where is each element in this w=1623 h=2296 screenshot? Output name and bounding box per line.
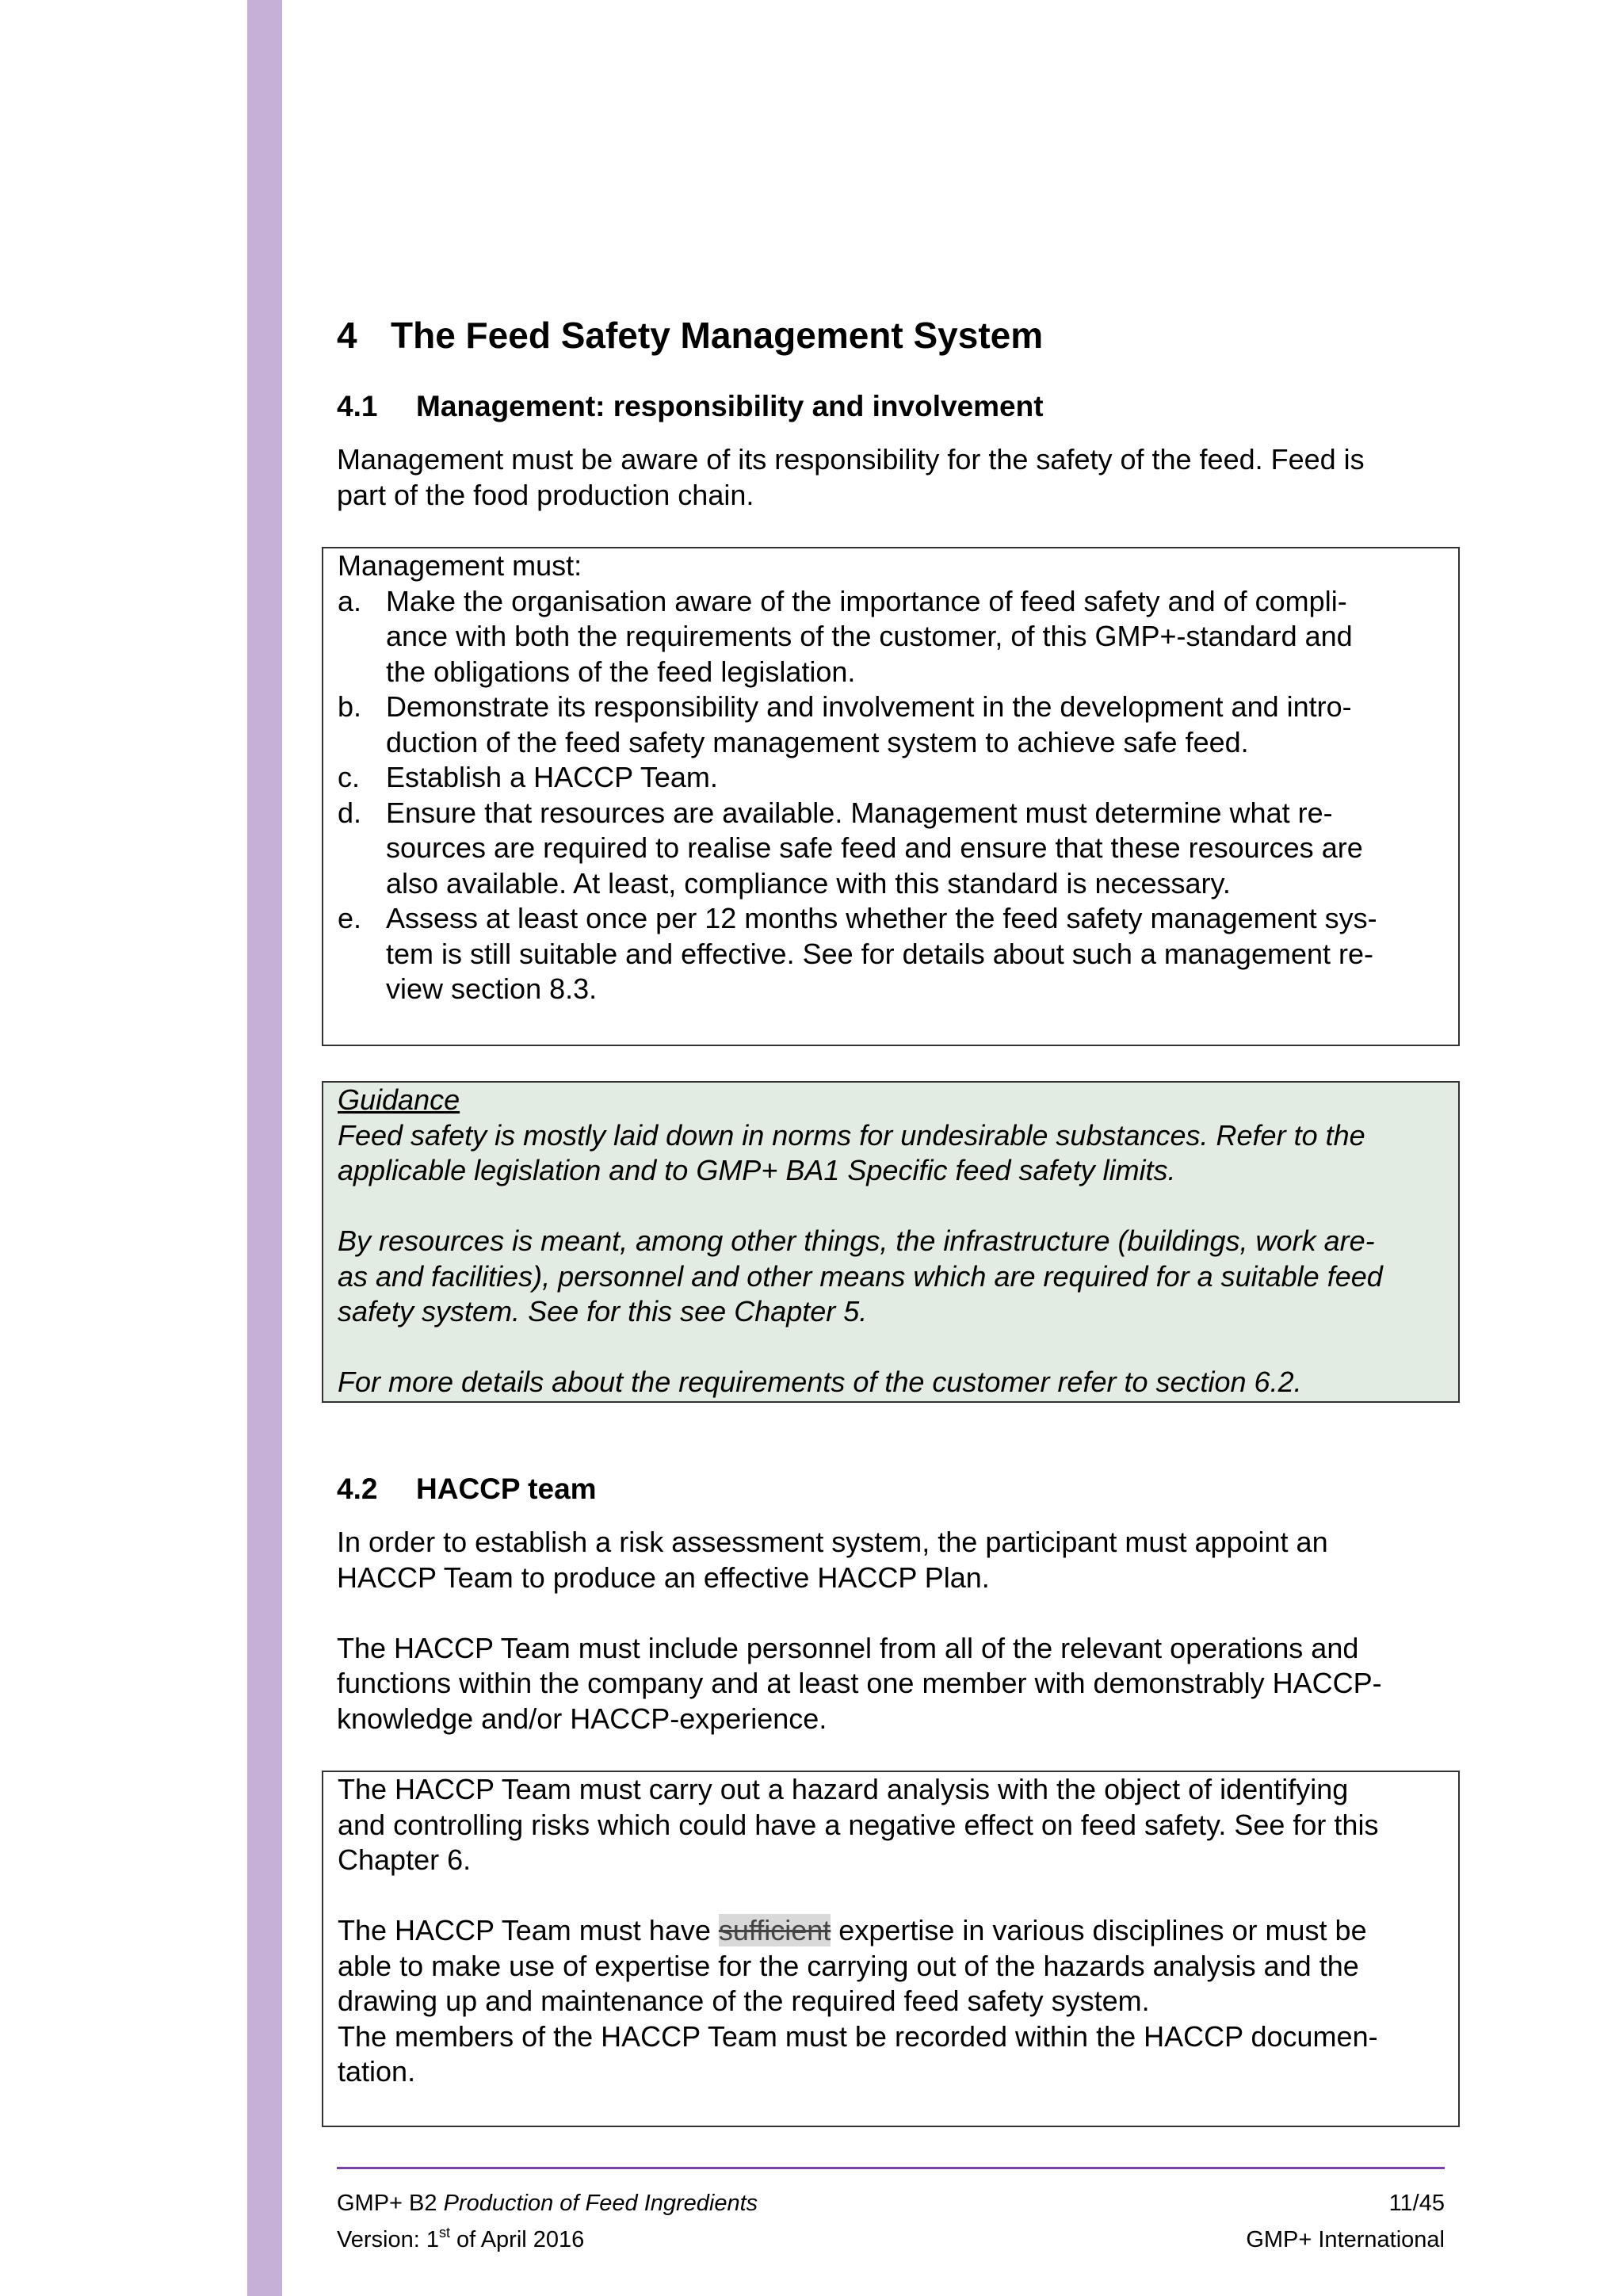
text-line: For more details about the requirements of the customer refer to section 6.2. bbox=[338, 1366, 1302, 1398]
list-marker: d. bbox=[338, 796, 362, 829]
text-line: In order to establish a risk assessment system, the participant must appoint an bbox=[337, 1526, 1328, 1558]
text-line: the obligations of the feed legislation. bbox=[386, 655, 856, 688]
list-marker: a. bbox=[338, 584, 362, 617]
text-line: tation. bbox=[338, 2055, 416, 2088]
text-line: drawing up and maintenance of the required feed safety system. bbox=[338, 1985, 1150, 2017]
organisation: GMP+ International bbox=[1246, 2227, 1445, 2252]
text-line: part of the food production chain. bbox=[337, 478, 754, 511]
text-line: The HACCP Team must carry out a hazard analysis with the object of identifying bbox=[338, 1773, 1349, 1805]
version-sup: st bbox=[438, 2225, 450, 2241]
guidance-box bbox=[322, 1081, 1460, 1403]
text-line: HACCP Team to produce an effective HACCP Plan. bbox=[337, 1561, 990, 1594]
text-segment: The HACCP Team must have bbox=[338, 1914, 719, 1946]
text-line: as and facilities), personnel and other means which are required for a suitable feed bbox=[338, 1259, 1383, 1293]
requirements-list bbox=[338, 584, 1444, 1007]
text-segment: expertise in various disciplines or must be bbox=[831, 1914, 1367, 1946]
struck-text: sufficient bbox=[718, 1914, 831, 1946]
section-title: The Feed Safety Management System bbox=[391, 315, 1044, 356]
section-4-heading bbox=[337, 308, 1043, 363]
text-line: duction of the feed safety management system to achieve safe feed. bbox=[386, 725, 1249, 758]
text-line: Make the organisation aware of the importance of feed safety and of compli- bbox=[386, 584, 1347, 617]
text-line: Management must be aware of its responsibility for the safety of the feed. Feed is bbox=[337, 443, 1365, 476]
section-title: Management: responsibility and involvement bbox=[416, 390, 1044, 422]
text-line: and controlling risks which could have a negative effect on feed safety. See for this bbox=[338, 1808, 1379, 1841]
text-line: sources are required to realise safe feed and ensure that these resources are bbox=[386, 831, 1363, 864]
text-line bbox=[338, 1913, 1444, 1949]
section-number: 4 bbox=[337, 315, 357, 356]
text-line: By resources is meant, among other things, the infrastructure (buildings, work are- bbox=[338, 1224, 1375, 1257]
text-line: ance with both the requirements of the customer, of this GMP+-standard and bbox=[386, 620, 1353, 652]
text-line: able to make use of expertise for the carrying out of the hazards analysis and the bbox=[338, 1949, 1359, 1982]
footer-divider bbox=[337, 2167, 1445, 2169]
section-number: 4.1 bbox=[337, 390, 378, 422]
page-number: 11/45 bbox=[1388, 2191, 1445, 2216]
haccp-team-requirements-box bbox=[322, 1771, 1460, 2127]
section-title: HACCP team bbox=[416, 1473, 597, 1505]
guidance-title: Guidance bbox=[338, 1083, 460, 1116]
text-line: knowledge and/or HACCP-experience. bbox=[337, 1702, 827, 1735]
management-requirements-box bbox=[322, 547, 1460, 1046]
version-prefix: Version: 1 bbox=[337, 2227, 439, 2252]
text-line: tem is still suitable and effective. See for details about such a management re- bbox=[386, 937, 1374, 970]
text-line: Demonstrate its responsibility and involvement in the development and intro- bbox=[386, 690, 1352, 723]
text-line: Feed safety is mostly laid down in norms for undesirable substances. Refer to the bbox=[338, 1118, 1365, 1152]
list-marker: e. bbox=[338, 902, 362, 934]
text-line: functions within the company and at least one member with demonstrably HACCP- bbox=[337, 1667, 1382, 1699]
list-item bbox=[338, 901, 1444, 1007]
doc-title: Production of Feed Ingredients bbox=[443, 2191, 758, 2216]
box-lead: Management must: bbox=[338, 549, 582, 582]
list-item bbox=[338, 690, 1444, 760]
text-line: Chapter 6. bbox=[338, 1843, 472, 1876]
text-line: The members of the HACCP Team must be recorded within the HACCP documen- bbox=[338, 2019, 1378, 2053]
text-line: view section 8.3. bbox=[386, 972, 598, 1005]
text-line: Ensure that resources are available. Management must determine what re- bbox=[386, 796, 1333, 829]
list-marker: c. bbox=[338, 761, 361, 793]
section-4-2-heading bbox=[337, 1468, 597, 1511]
footer-row-1 bbox=[337, 2186, 1445, 2221]
text-line: The HACCP Team must include personnel from all of the relevant operations and bbox=[337, 1631, 1359, 1664]
text-line: Establish a HACCP Team. bbox=[386, 761, 718, 793]
text-line: safety system. See for this see Chapter 5. bbox=[338, 1295, 868, 1328]
section-4-1-intro bbox=[337, 442, 1462, 513]
doc-code: GMP+ B2 bbox=[337, 2191, 437, 2216]
footer-row-2 bbox=[337, 2222, 1445, 2257]
section-4-2-paragraphs bbox=[337, 1525, 1462, 1736]
text-line: also available. At least, compliance with this standard is necessary. bbox=[386, 866, 1231, 900]
text-line: applicable legislation and to GMP+ BA1 Specific feed safety limits. bbox=[338, 1154, 1176, 1186]
list-item bbox=[338, 760, 1444, 796]
section-number: 4.2 bbox=[337, 1473, 378, 1505]
list-item bbox=[338, 796, 1444, 902]
section-4-1-heading bbox=[337, 385, 1044, 428]
version-suffix: of April 2016 bbox=[450, 2227, 585, 2252]
list-item bbox=[338, 584, 1444, 690]
list-marker: b. bbox=[338, 690, 362, 723]
sidebar-accent-bar bbox=[247, 0, 282, 2296]
text-line: Assess at least once per 12 months whether the feed safety management sys- bbox=[386, 902, 1377, 934]
